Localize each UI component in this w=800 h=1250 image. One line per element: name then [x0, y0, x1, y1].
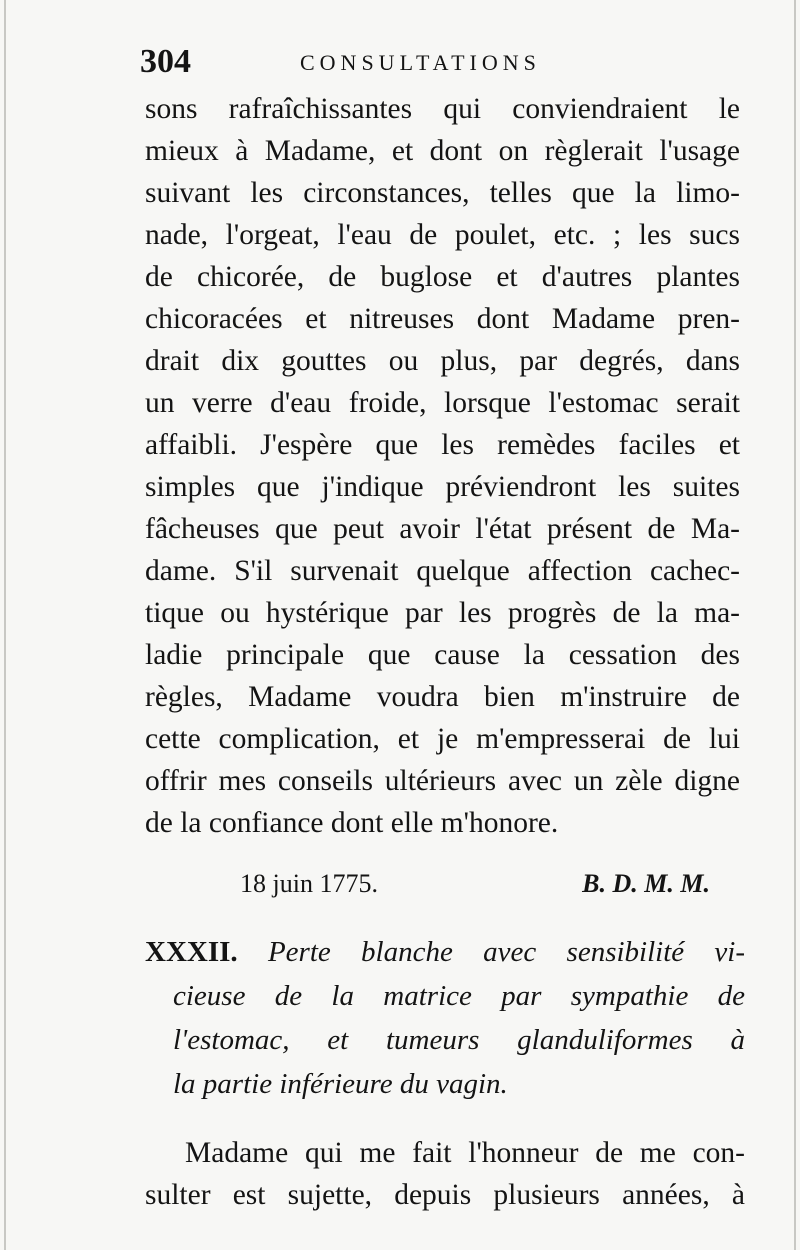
text-line: Madame qui me fait l'honneur de me con- — [185, 1137, 745, 1169]
body-text — [145, 88, 740, 844]
text-line: fâcheuses que peut avoir l'état présent de Ma- — [145, 513, 740, 545]
heading-line: la partie inférieure du vagin. — [173, 1068, 508, 1100]
text-line: drait dix gouttes ou plus, par degrés, dans — [145, 345, 740, 377]
running-title: CONSULTATIONS — [300, 50, 541, 75]
heading-line: cieuse de la matrice par sympathie de — [173, 980, 745, 1012]
text-line: suivant les circonstances, telles que la limo- — [145, 177, 740, 209]
heading-title-text: Perte blanche avec sensibilité vi- — [267, 936, 745, 968]
text-line: offrir mes conseils ultérieurs avec un zèle digne — [145, 765, 740, 797]
heading-line — [145, 930, 745, 974]
text-line: un verre d'eau froide, lorsque l'estomac serait — [145, 387, 740, 419]
text-line: nade, l'orgeat, l'eau de poulet, etc. ; les sucs — [145, 219, 740, 251]
scan-edge-mark — [4, 0, 6, 1250]
text-line: chicoracées et nitreuses dont Madame pren- — [145, 303, 740, 335]
text-line: règles, Madame voudra bien m'instruire de — [145, 681, 740, 713]
section-heading — [145, 930, 745, 1106]
page-number: 304 — [140, 43, 191, 80]
text-line: simples que j'indique préviendront les suites — [145, 471, 740, 503]
scan-edge-mark — [794, 0, 796, 1250]
heading-line: l'estomac, et tumeurs glanduliformes à — [173, 1024, 745, 1056]
text-line: affaibli. J'espère que les remèdes faciles et — [145, 429, 740, 461]
signature-date: 18 juin 1775. — [240, 869, 378, 898]
text-line: cette complication, et je m'empresserai de lui — [145, 723, 740, 755]
text-line: sons rafraîchissantes qui conviendraient le — [145, 93, 740, 125]
text-line: ladie principale que cause la cessation des — [145, 639, 740, 671]
text-line: tique ou hystérique par les progrès de la ma- — [145, 597, 740, 629]
signature-initials: B. D. M. M. — [582, 869, 710, 898]
page-header — [140, 42, 740, 82]
text-line: mieux à Madame, et dont on règlerait l'usage — [145, 135, 740, 167]
text-line: sulter est sujette, depuis plusieurs années, à — [145, 1179, 745, 1211]
signature-line — [240, 864, 710, 904]
section-numeral: XXXII. — [145, 936, 238, 968]
section-body-text — [145, 1132, 745, 1216]
text-line: de la confiance dont elle m'honore. — [145, 807, 559, 839]
text-line: dame. S'il survenait quelque affection cachec- — [145, 555, 740, 587]
text-line: de chicorée, de buglose et d'autres plantes — [145, 261, 740, 293]
